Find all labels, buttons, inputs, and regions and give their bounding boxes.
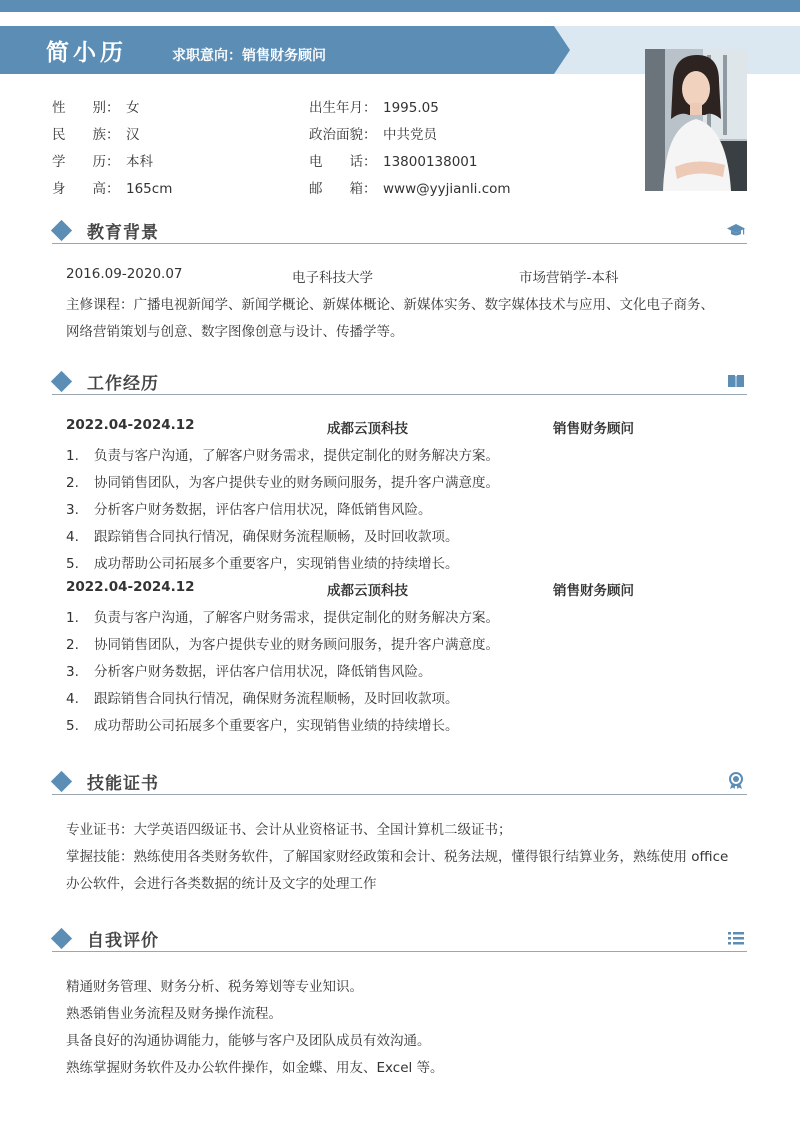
info-birth — [309, 96, 439, 116]
book-icon — [727, 372, 745, 390]
skills-abilities-line-1: 掌握技能：熟练使用各类财务软件，了解国家财经政策和会计、税务法规，懂得银行结算业务，熟练使用 office — [66, 849, 729, 865]
section-self-eval-header — [52, 924, 747, 952]
section-title: 工作经历 — [87, 374, 159, 394]
section-title: 技能证书 — [87, 774, 159, 794]
job-1-duty — [66, 498, 432, 518]
education-period: 2016.09-2020.07 — [66, 266, 183, 282]
phone-label: 电 话： — [309, 154, 377, 170]
info-politics — [309, 123, 437, 143]
profile-photo — [645, 49, 747, 191]
section-title: 自我评价 — [87, 931, 159, 951]
job-2-company: 成都云顶科技 — [327, 583, 408, 599]
job-2-position: 销售财务顾问 — [553, 583, 634, 599]
section-work-header — [52, 367, 747, 395]
section-title: 教育背景 — [87, 223, 159, 243]
section-education-header — [52, 216, 747, 244]
duty-text: 成功帮助公司拓展多个重要客户，实现销售业绩的持续增长。 — [94, 556, 459, 572]
ethnicity-label: 民 族： — [52, 127, 120, 143]
job-1-company: 成都云顶科技 — [327, 421, 408, 437]
job-1-duty — [66, 471, 499, 491]
job-2-duty — [66, 606, 499, 626]
award-icon — [727, 772, 745, 790]
gender-value: 女 — [126, 100, 140, 116]
job-2-period: 2022.04-2024.12 — [66, 579, 195, 595]
duty-text: 负责与客户沟通，了解客户财务需求，提供定制化的财务解决方案。 — [94, 610, 499, 626]
duty-number: 3. — [66, 502, 79, 518]
duty-text: 协同销售团队，为客户提供专业的财务顾问服务，提升客户满意度。 — [94, 637, 499, 653]
education-courses-line-1: 主修课程：广播电视新闻学、新闻学概论、新媒体概论、新媒体实务、数字媒体技术与应用、文化电子商务、 — [66, 297, 714, 313]
job-2-duty — [66, 714, 459, 734]
self-eval-line: 熟悉销售业务流程及财务操作流程。 — [66, 1006, 282, 1022]
section-diamond-icon — [51, 220, 72, 241]
section-diamond-icon — [51, 771, 72, 792]
section-diamond-icon — [51, 928, 72, 949]
email-label: 邮 箱： — [309, 181, 377, 197]
duty-number: 2. — [66, 475, 79, 491]
birth-value: 1995.05 — [383, 100, 439, 116]
info-education — [52, 150, 153, 170]
section-divider — [52, 951, 747, 952]
duty-text: 跟踪销售合同执行情况，确保财务流程顺畅，及时回收款项。 — [94, 691, 459, 707]
self-eval-line: 精通财务管理、财务分析、税务筹划等专业知识。 — [66, 979, 363, 995]
info-phone — [309, 150, 477, 170]
section-skills-header — [52, 767, 747, 795]
education-label: 学 历： — [52, 154, 120, 170]
self-eval-line: 熟练掌握财务软件及办公软件操作，如金蝶、用友、Excel 等。 — [66, 1060, 444, 1076]
education-value: 本科 — [126, 154, 153, 170]
duty-number: 2. — [66, 637, 79, 653]
section-diamond-icon — [51, 371, 72, 392]
job-2-duty — [66, 687, 459, 707]
education-major: 市场营销学-本科 — [519, 270, 619, 286]
section-divider — [52, 243, 747, 244]
duty-number: 1. — [66, 448, 79, 464]
info-height — [52, 177, 172, 197]
phone-value[interactable]: 13800138001 — [383, 154, 478, 170]
candidate-name: 简小历 — [46, 40, 127, 66]
skills-abilities-line-2: 办公软件，会进行各类数据的统计及文字的处理工作 — [66, 876, 377, 892]
duty-number: 4. — [66, 529, 79, 545]
section-divider — [52, 394, 747, 395]
info-gender — [52, 96, 140, 116]
job-1-position: 销售财务顾问 — [553, 421, 634, 437]
education-courses-line-2: 网络营销策划与创意、数字图像创意与设计、传播学等。 — [66, 324, 404, 340]
duty-text: 协同销售团队，为客户提供专业的财务顾问服务，提升客户满意度。 — [94, 475, 499, 491]
list-icon — [727, 929, 745, 947]
job-1-duty — [66, 552, 459, 572]
job-intent: 求职意向：销售财务顾问 — [172, 48, 326, 64]
politics-value: 中共党员 — [383, 127, 437, 143]
skills-certificates: 专业证书：大学英语四级证书、会计从业资格证书、全国计算机二级证书； — [66, 822, 512, 838]
info-email — [309, 177, 511, 197]
duty-number: 5. — [66, 556, 79, 572]
duty-number: 4. — [66, 691, 79, 707]
height-value: 165cm — [126, 181, 173, 197]
info-ethnicity — [52, 123, 140, 143]
education-school: 电子科技大学 — [292, 270, 373, 286]
self-eval-line: 具备良好的沟通协调能力，能够与客户及团队成员有效沟通。 — [66, 1033, 431, 1049]
politics-label: 政治面貌： — [309, 127, 377, 143]
ethnicity-value: 汉 — [126, 127, 140, 143]
gender-label: 性 别： — [52, 100, 120, 116]
birth-label: 出生年月： — [309, 100, 377, 116]
job-1-period: 2022.04-2024.12 — [66, 417, 195, 433]
job-1-duty — [66, 444, 499, 464]
email-value[interactable]: www@yyjianli.com — [383, 181, 511, 197]
graduation-cap-icon — [727, 221, 745, 239]
job-1-duty — [66, 525, 459, 545]
height-label: 身 高： — [52, 181, 120, 197]
duty-text: 负责与客户沟通，了解客户财务需求，提供定制化的财务解决方案。 — [94, 448, 499, 464]
duty-text: 分析客户财务数据，评估客户信用状况，降低销售风险。 — [94, 664, 432, 680]
duty-number: 3. — [66, 664, 79, 680]
job-2-duty — [66, 660, 432, 680]
duty-text: 跟踪销售合同执行情况，确保财务流程顺畅，及时回收款项。 — [94, 529, 459, 545]
duty-text: 成功帮助公司拓展多个重要客户，实现销售业绩的持续增长。 — [94, 718, 459, 734]
duty-number: 1. — [66, 610, 79, 626]
top-accent-bar — [0, 0, 800, 12]
job-2-duty — [66, 633, 499, 653]
duty-text: 分析客户财务数据，评估客户信用状况，降低销售风险。 — [94, 502, 432, 518]
duty-number: 5. — [66, 718, 79, 734]
section-divider — [52, 794, 747, 795]
